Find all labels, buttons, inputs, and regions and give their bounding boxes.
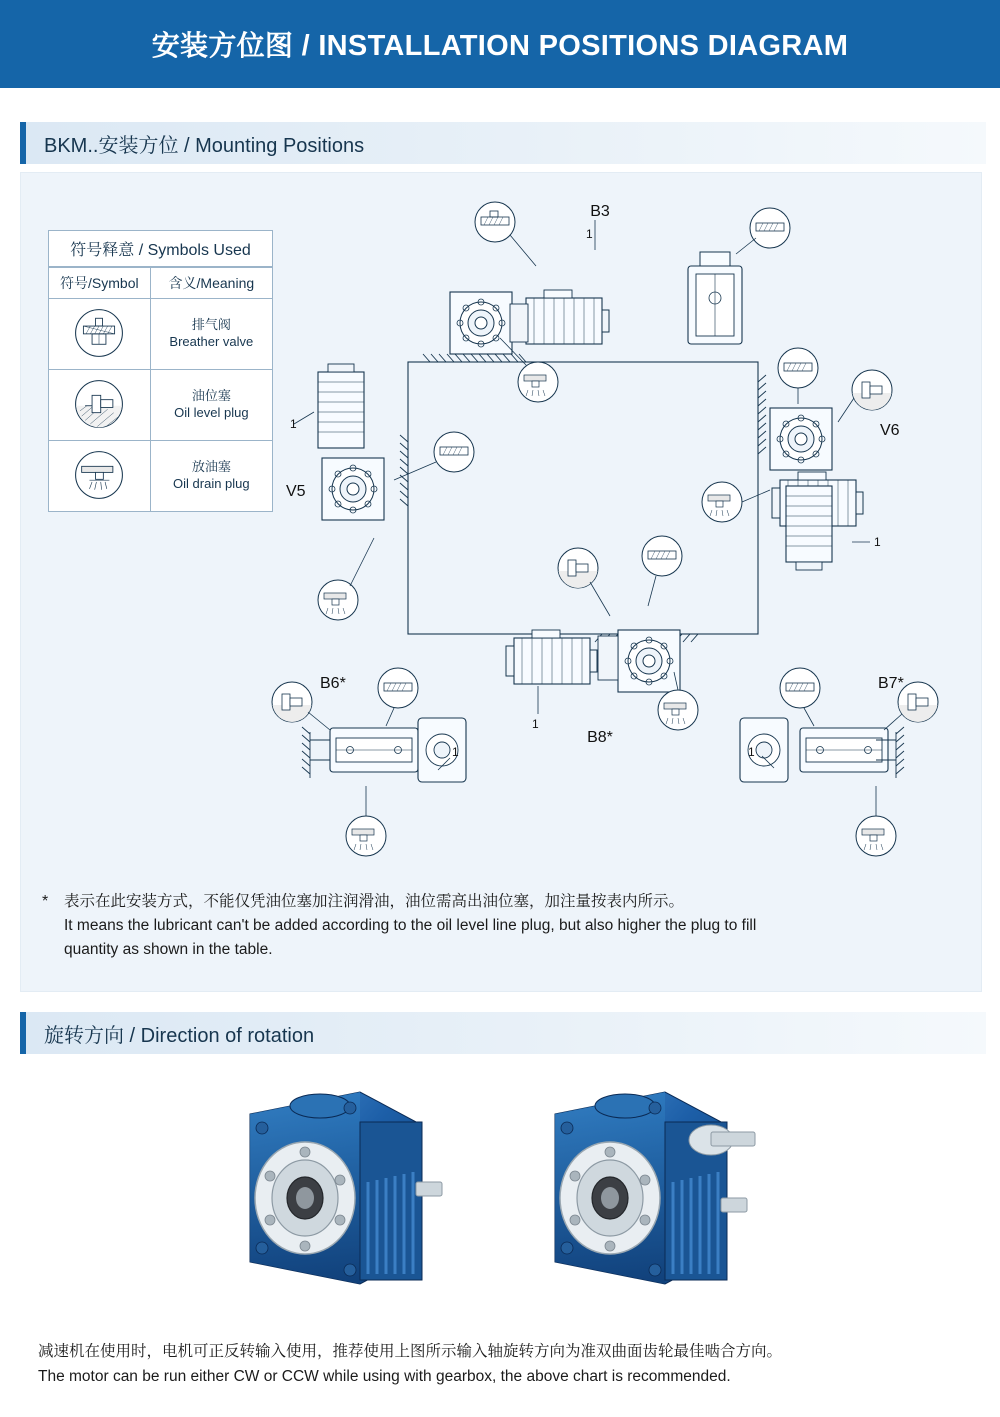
rotation-photos	[210, 1062, 790, 1312]
symbol-meaning-en: Oil level plug	[174, 405, 249, 420]
page-title-sep: /	[293, 30, 319, 62]
oil-drain-plug-icon	[49, 441, 151, 512]
symbols-col-meaning-header: 含义/Meaning	[150, 268, 272, 299]
footnote	[42, 890, 952, 962]
gearbox-photo-right	[515, 1062, 790, 1312]
section-header-rotation-label: 旋转方向 / Direction of rotation	[44, 1024, 315, 1047]
page-title-cn: 安装方位图	[151, 30, 294, 61]
svg-text:1: 1	[290, 417, 297, 431]
page-title	[152, 24, 849, 64]
svg-text:1: 1	[532, 717, 539, 731]
symbol-meaning-en: Oil drain plug	[173, 476, 250, 491]
label-v5: V5	[286, 483, 306, 500]
footnote-marker: *	[42, 893, 49, 910]
symbol-meaning-en: Breather valve	[169, 334, 254, 349]
section-header-mounting-label: BKM..安装方位 / Mounting Positions	[44, 134, 365, 157]
section-header-rotation	[20, 1012, 986, 1054]
symbols-col-symbol-header: 符号/Symbol	[49, 268, 151, 299]
gearbox-photo-left	[210, 1062, 485, 1312]
bottom-note	[38, 1340, 968, 1390]
bottom-note-cn: 减速机在使用时，电机可正反转输入使用，推荐使用上图所示输入轴旋转方向为准双曲面齿轮最佳啮合方向。	[38, 1343, 783, 1360]
svg-text:1: 1	[586, 227, 593, 241]
bottom-note-en: The motor can be run either CW or CCW while using with gearbox, the above chart is recommended.	[38, 1367, 731, 1385]
svg-text:1: 1	[748, 745, 755, 759]
symbols-table-title: 符号释意 / Symbols Used	[48, 230, 273, 267]
label-b6: B6*	[320, 675, 346, 692]
label-v6: V6	[880, 422, 900, 439]
table-row	[49, 370, 273, 441]
label-b3: B3	[590, 203, 610, 220]
footnote-line-cn: 表示在此安装方式，不能仅凭油位塞加注润滑油，油位需高出油位塞，加注量按表内所示。	[64, 893, 685, 910]
page-title-en: INSTALLATION POSITIONS DIAGRAM	[318, 30, 849, 62]
svg-text:1: 1	[874, 535, 881, 549]
oil-level-plug-icon	[49, 370, 151, 441]
symbol-meaning-cn: 油位塞	[191, 388, 231, 404]
symbols-meaning-cell	[150, 441, 272, 512]
label-b8: B8*	[587, 729, 613, 746]
footnote-line-en2: quantity as shown in the table.	[64, 941, 273, 959]
section-header-mounting	[20, 122, 986, 164]
footnote-line-en1: It means the lubricant can't be added according to the oil level line plug, but also higher the plug to fill	[64, 917, 757, 935]
symbol-meaning-cn: 排气阀	[191, 317, 231, 333]
symbols-table	[48, 230, 273, 512]
symbol-meaning-cn: 放油塞	[191, 459, 231, 475]
mounting-positions-diagram	[270, 190, 970, 870]
page-header	[0, 0, 1000, 93]
table-row	[49, 299, 273, 370]
svg-text:1: 1	[452, 745, 459, 759]
symbols-meaning-cell	[150, 370, 272, 441]
label-b7: B7*	[878, 675, 904, 692]
table-row	[49, 441, 273, 512]
breather-valve-icon	[49, 299, 151, 370]
symbols-meaning-cell	[150, 299, 272, 370]
